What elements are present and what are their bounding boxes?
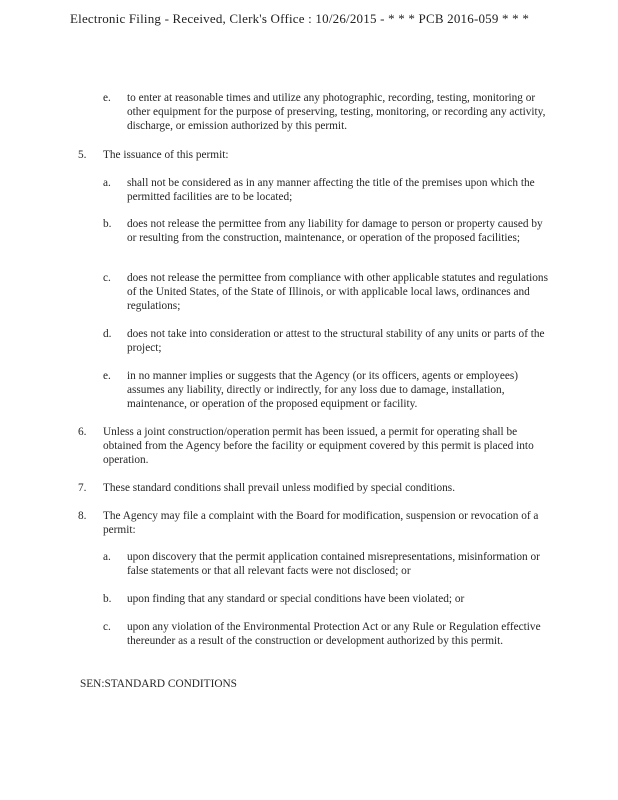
document-footer-label: SEN:STANDARD CONDITIONS: [80, 678, 237, 690]
item-label: d.: [103, 328, 112, 340]
item-text: upon any violation of the Environmental Protection Act or any Rule or Regulation effective thereunder as a result of the construction or development authorized by this permit.: [127, 621, 541, 647]
item-label: b.: [103, 218, 112, 230]
item-text: upon finding that any standard or special conditions have been violated; or: [127, 593, 465, 605]
item-text: does not release the permittee from any liability for damage to person or property caused by or resulting from the construction, maintenance, or operation of the proposed facilities;: [127, 218, 543, 244]
section-number: 7.: [78, 482, 87, 494]
item-label: c.: [103, 621, 111, 633]
item-text: does not release the permittee from compliance with other applicable statutes and regulations of the United States, of the State of Illinois, or with applicable local laws, ordinances and regulations;: [127, 272, 548, 312]
section-number: 8.: [78, 510, 87, 522]
section-text: The Agency may file a complaint with the Board for modification, suspension or revocation of a permit:: [103, 510, 539, 536]
section-number: 5.: [78, 149, 87, 161]
item-text: shall not be considered as in any manner affecting the title of the premises upon which the permitted facilities are to be located;: [127, 177, 535, 203]
item-text: in no manner implies or suggests that the Agency (or its officers, agents or employees) assumes any liability, directly or indirectly, for any loss due to damage, installation, maintenance, or operation of the proposed equipment or facility.: [127, 370, 519, 410]
item-label: e.: [103, 370, 111, 382]
item-label: c.: [103, 272, 111, 284]
item-label: b.: [103, 593, 112, 605]
section-text: Unless a joint construction/operation permit has been issued, a permit for operating shall be obtained from the Agency before the facility or equipment covered by this permit is placed into operation.: [103, 426, 534, 466]
item-label: a.: [103, 551, 111, 563]
filing-stamp-header: Electronic Filing - Received, Clerk's Office : 10/26/2015 - * * * PCB 2016-059 * * *: [70, 11, 530, 26]
item-label: e.: [103, 92, 111, 104]
item-label: a.: [103, 177, 111, 189]
item-text: does not take into consideration or attest to the structural stability of any units or parts of the project;: [127, 328, 545, 354]
item-text: to enter at reasonable times and utilize any photographic, recording, testing, monitoring or other equipment for the purpose of preserving, testing, monitoring, or recording any activity, discharge, or emission authorized by this permit.: [127, 92, 546, 132]
section-number: 6.: [78, 426, 87, 438]
section-text: The issuance of this permit:: [103, 149, 229, 161]
item-text: upon discovery that the permit application contained misrepresentations, misinformation or false statements or that all relevant facts were not disclosed; or: [127, 551, 540, 577]
section-text: These standard conditions shall prevail unless modified by special conditions.: [103, 482, 456, 494]
